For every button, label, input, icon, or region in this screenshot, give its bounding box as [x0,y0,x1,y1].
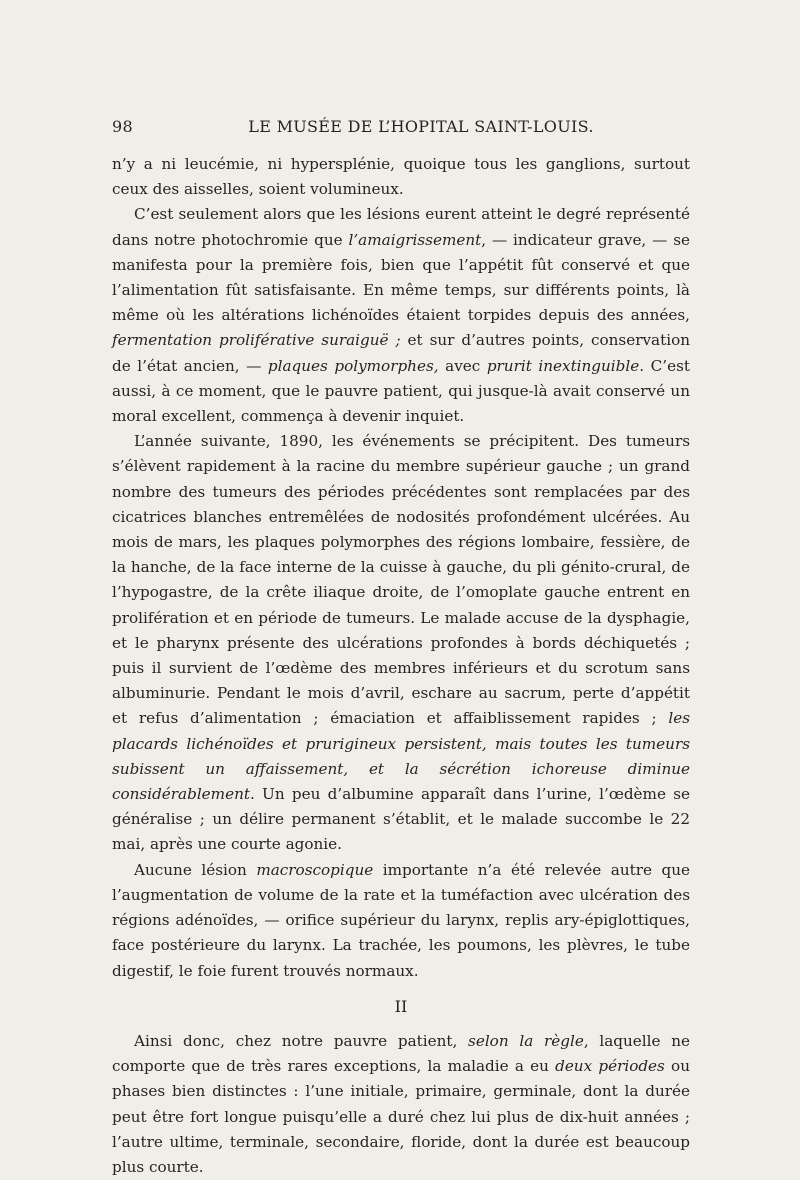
italic-run: prurit inextinguible [486,356,640,375]
italic-run: les placards lichénoïdes et prurigineux persistent, mais toutes les tumeurs subissent un affaissement, et la sécrétion ichoreuse diminue considérablement [112,709,690,804]
paragraph-3 [112,429,690,857]
italic-run: fermentation proliférative suraiguë ; [112,331,401,350]
paragraph-1: n’y a ni leucémie, ni hypersplénie, quoique tous les ganglions, surtout ceux des aisselles, soient volumineux. [112,155,690,199]
italic-run: macroscopique [256,860,374,879]
paragraph-4 [112,858,690,984]
text-run: Ainsi donc, chez notre pauvre patient, [134,1031,469,1050]
text-run: , — indicateur grave, — se manifesta pour la première fois, bien que l’appétit fût conservé et que l’alimentation fût satisfaisante. En même temps, sur différents points, là même où les altérations lichénoïdes étaient torpides depuis des années, [112,230,691,325]
text-run: Aucune lésion [134,860,257,879]
text-run: importante n’a été relevée autre que l’augmentation de volume de la rate et la tuméfaction avec ulcération des régions adénoïdes, — orifice supérieur du larynx, replis ary-épiglottiques, face postérieure du larynx. La trachée, les poumons, les plèvres, le tube digestif, le foie furent trouvés normaux. [112,860,690,980]
running-header [112,117,690,136]
page-body [112,152,690,1180]
text-run: L’année suivante, 1890, les événements se précipitent. Des tumeurs s’élèvent rapidement à la racine du membre supérieur gauche ; un grand nombre des tumeurs des périodes précédentes sont remplacées par des cicatrices blanches entremêlées de nodosités profondément ulcérées. Au mois de mars, les plaques polymorphes des régions lombaire, fessière, de la hanche, de la face interne de la cuisse à gauche, du pli génito-crural, de l’hypogastre, de la crête iliaque droite, de l’omoplate gauche entrent en prolifération et en période de tumeurs. Le malade accuse de la dysphagie, et le pharynx présente des ulcérations profondes à bords déchiquetés ; puis il survient de l’œdème des membres inférieurs et du scrotum sans albuminurie. Pendant le mois d’avril, eschare au sacrum, perte d’appétit et refus d’alimentation ; émaciation et affaiblissement rapides ; [112,432,690,728]
italic-run: selon la règle [468,1031,584,1050]
italic-run: l’amaigrissement [348,230,482,249]
text-run: , laquelle ne comporte que de très rares exceptions, la maladie a eu [112,1031,690,1076]
text-run: et sur d’autres points, conservation de l’état ancien, — [112,331,690,375]
page-number: 98 [112,117,133,136]
text-run: ou phases bien distinctes : l’une initiale, primaire, germinale, dont la durée peut être fort longue puisqu’elle a duré chez lui plus de dix-huit années ; l’autre ultime, terminale, secondaire, floride, dont la durée est beaucoup plus courte. [112,1057,690,1176]
text-run: . C’est aussi, à ce moment, que le pauvre patient, qui jusque-là avait conservé un moral excellent, commença à devenir inquiet. [112,356,690,426]
italic-run: plaques polymorphes, [267,356,439,375]
section-heading: II [394,996,408,1016]
text-run: C’est seulement alors que les lésions eurent atteint le degré représenté dans notre photochromie que [112,205,690,249]
paragraph-5 [112,1029,690,1180]
text-run: avec [438,356,487,375]
italic-run: deux périodes [555,1057,665,1076]
text-run: . Un peu d’albumine apparaît dans l’urine, l’œdème se généralise ; un délire permanent s’établit, et le malade succombe le 22 mai, après une courte agonie. [112,785,690,854]
running-title: LE MUSÉE DE L’HOPITAL SAINT-LOUIS. [248,117,594,136]
paragraph-2 [112,202,690,429]
